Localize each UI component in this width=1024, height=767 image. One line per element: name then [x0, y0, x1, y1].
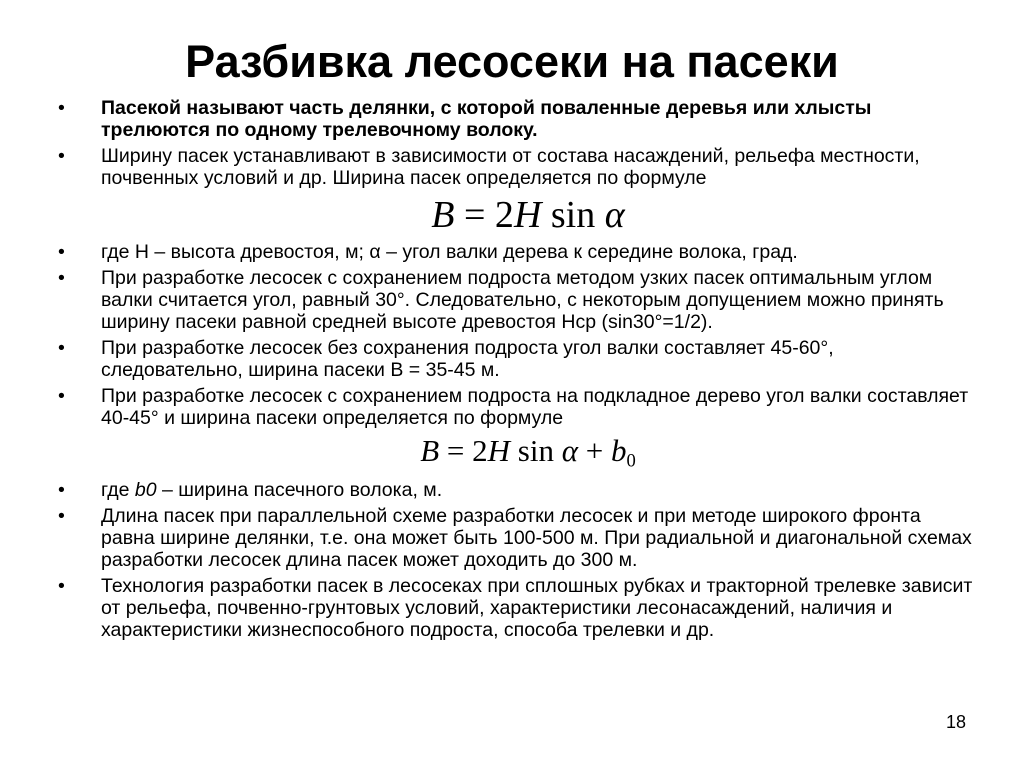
formula-sin: sin: [510, 433, 562, 468]
list-item: [58, 145, 978, 189]
bullet-icon: •: [58, 241, 65, 263]
page-number: 18: [945, 712, 966, 732]
bullet-b0-term: b0: [134, 479, 157, 501]
list-item-text: При разработке лесосек с сохранением подроста методом узких пасек оптимальным углом валки считается угол, равный 30°. Следовательно, с некоторым допущением можно принять ширину пасеки равной средней высоте древостоя Нср (sin30°=1/2).: [101, 267, 944, 333]
bullet-icon: •: [58, 575, 65, 597]
formula-var-h: H: [487, 433, 511, 468]
bullet-icon: •: [58, 479, 65, 501]
bullet-b0-suffix: – ширина пасечного волока, м.: [156, 479, 443, 501]
bullet-icon: •: [58, 385, 65, 407]
formula-var-alpha: α: [604, 194, 625, 236]
list-item-text: Пасекой называют часть делянки, с которой поваленные деревья или хлысты трелюются по одному трелевочному волоку.: [101, 97, 872, 141]
bullet-b0-prefix: где: [101, 479, 135, 501]
list-item: [58, 505, 978, 571]
formula-equals: = 2: [454, 194, 514, 236]
formula-equals: = 2: [439, 433, 488, 468]
bullet-list-3: [58, 505, 978, 641]
bullet-icon: •: [58, 337, 65, 359]
slide-content: [58, 97, 978, 645]
list-item: [58, 385, 978, 429]
list-item: [58, 575, 978, 641]
list-item: [58, 267, 978, 333]
formula-var-alpha: α: [561, 433, 578, 468]
list-item-text: Длина пасек при параллельной схеме разработки лесосек и при методе широкого фронта равна ширине делянки, т.е. она может быть 100-500 м. При радиальной и диагональной схемах разработки лесосек длина пасек может доходить до 300 м.: [101, 505, 972, 571]
slide-title: Разбивка лесосеки на пасеки: [185, 36, 839, 87]
formula-plus: +: [578, 433, 611, 468]
bullet-icon: •: [58, 145, 65, 167]
bullet-list-2: [58, 241, 978, 429]
bullet-icon: •: [58, 97, 65, 119]
bullet-list-b0: [58, 479, 978, 501]
list-item-text: Технология разработки пасек в лесосеках при сплошных рубках и тракторной трелевке зависит от рельефа, почвенно-грунтовых условий, характеристики лесонасаждений, наличия и характеристики жизнеспособного подроста, способа трелевки и др.: [101, 575, 973, 641]
formula-subscript: 0: [626, 450, 636, 472]
bullet-icon: •: [58, 267, 65, 289]
list-item: [58, 97, 978, 141]
formula-width: [58, 193, 978, 239]
list-item: [58, 479, 978, 501]
formula-var-b: B: [431, 194, 455, 236]
list-item: [58, 337, 978, 381]
formula-sin: sin: [541, 194, 605, 236]
list-item-text: Ширину пасек устанавливают в зависимости от состава насаждений, рельефа местности, почвенных условий и др. Ширина пасек определяется по формуле: [101, 145, 920, 189]
formula-var-b-small: b: [610, 433, 627, 468]
list-item: [58, 241, 978, 263]
bullet-icon: •: [58, 505, 65, 527]
list-item-text: При разработке лесосек с сохранением подроста на подкладное дерево угол валки составляет 40-45° и ширина пасеки определяется по формуле: [101, 385, 969, 429]
formula-width-with-b0: [58, 433, 978, 477]
formula-var-b: B: [420, 433, 440, 468]
formula-var-h: H: [513, 194, 542, 236]
bullet-list-1: [58, 97, 978, 189]
list-item-text: где Н – высота древостоя, м; α – угол валки дерева к середине волока, град.: [101, 241, 798, 263]
list-item-text: При разработке лесосек без сохранения подроста угол валки составляет 45-60°, следовательно, ширина пасеки В = 35-45 м.: [101, 337, 834, 381]
